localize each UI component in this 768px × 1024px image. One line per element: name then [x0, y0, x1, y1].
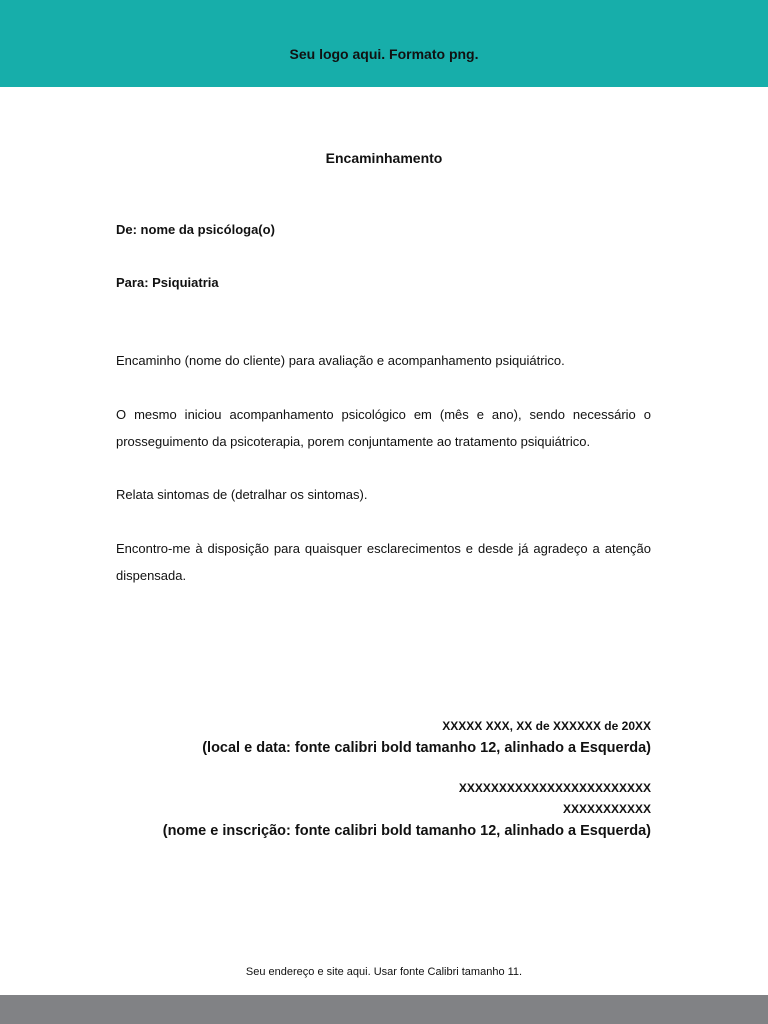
body-paragraph-2: O mesmo iniciou acompanhamento psicológico em (mês e ano), sendo necessário o prosseguimento da psicoterapia, porem conjuntamente ao tratamento psiquiátrico. [116, 407, 651, 449]
body-paragraph-3: Relata sintomas de (detralhar os sintomas). [116, 487, 368, 502]
document-title: Encaminhamento [325, 150, 443, 166]
place-date-instruction: (local e data: fonte calibri bold tamanho 12, alinhado a Esquerda) [202, 740, 651, 756]
body-paragraph-4: Encontro-me à disposição para quaisquer esclarecimentos e desde já agradeço a atenção dispensada. [116, 541, 651, 583]
registration-number-line: XXXXXXXXXXX [562, 802, 651, 816]
logo-placeholder-text: Seu logo aqui. Formato png. [289, 46, 479, 62]
footer-bar [0, 995, 768, 1024]
from-field: De: nome da psicóloga(o) [116, 222, 275, 237]
place-date-line: XXXXX XXX, XX de XXXXXX de 20XX [442, 719, 651, 733]
signatory-name-line: XXXXXXXXXXXXXXXXXXXXXXXX [458, 781, 651, 795]
header-bar [0, 0, 768, 87]
footer-address-text: Seu endereço e site aqui. Usar fonte Calibri tamanho 11. [245, 966, 523, 978]
to-field: Para: Psiquiatria [116, 275, 219, 290]
name-registration-instruction: (nome e inscrição: fonte calibri bold tamanho 12, alinhado a Esquerda) [162, 823, 651, 839]
body-paragraph-1: Encaminho (nome do cliente) para avaliação e acompanhamento psiquiátrico. [116, 353, 565, 368]
